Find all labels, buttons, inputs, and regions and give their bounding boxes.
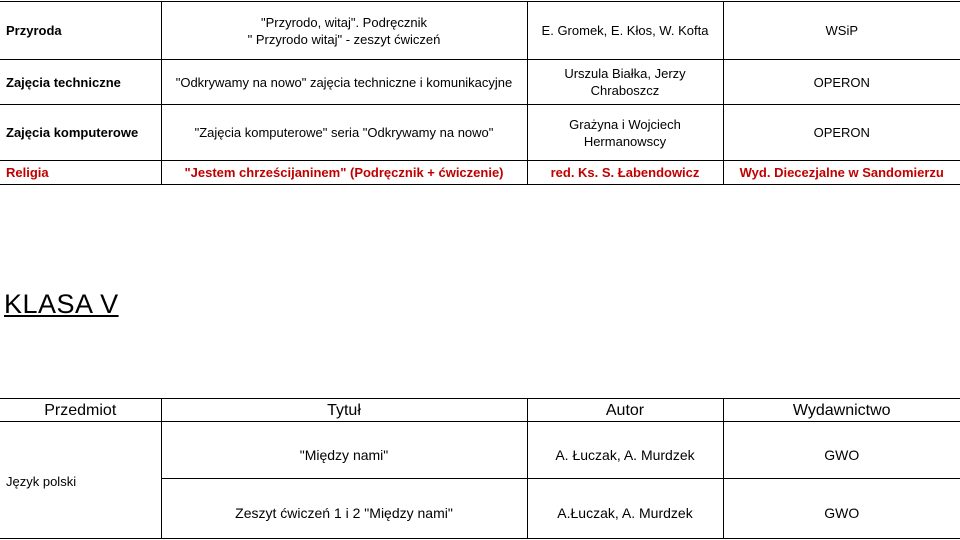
class-heading: KLASA V	[4, 289, 119, 319]
publisher-cell: WSiP	[723, 2, 960, 60]
subject-cell: Język polski	[0, 422, 161, 539]
subjects-table-class-5	[0, 398, 960, 539]
author-line: E. Gromek, E. Kłos, W. Kofta	[541, 23, 709, 38]
publisher-cell: OPERON	[723, 105, 960, 161]
table-row	[0, 60, 960, 105]
publisher-cell: OPERON	[723, 60, 960, 105]
title-cell: "Między nami"	[161, 422, 527, 479]
author-cell	[527, 60, 723, 105]
subjects-table-top	[0, 1, 960, 185]
table-row	[0, 2, 960, 60]
table-row	[0, 422, 960, 479]
title-cell	[161, 105, 527, 161]
header-author: Autor	[527, 399, 723, 422]
title-line: "Odkrywamy na nowo" zajęcia techniczne i komunikacyjne	[175, 74, 513, 90]
publisher-cell: GWO	[723, 422, 960, 479]
subject-cell: Zajęcia komputerowe	[0, 105, 161, 161]
title-cell	[161, 60, 527, 105]
publisher-cell: GWO	[723, 479, 960, 539]
author-cell: A.Łuczak, A. Murdzek	[527, 479, 723, 539]
subject-cell: Religia	[0, 161, 161, 185]
header-subject: Przedmiot	[0, 399, 161, 422]
author-line: Hermanowscy	[583, 133, 667, 149]
title-line: " Przyrodo witaj" - zeszyt ćwiczeń	[247, 31, 441, 47]
table-header-row	[0, 399, 960, 422]
header-title: Tytuł	[161, 399, 527, 422]
title-cell	[161, 2, 527, 60]
subject-cell: Zajęcia techniczne	[0, 60, 161, 105]
header-publisher: Wydawnictwo	[723, 399, 960, 422]
title-line: "Jestem chrześcijaninem" (Podręcznik + ćwiczenie)	[184, 165, 504, 180]
title-line: "Zajęcia komputerowe" seria "Odkrywamy na nowo"	[194, 125, 494, 140]
publisher-cell: Wyd. Diecezjalne w Sandomierzu	[723, 161, 960, 185]
title-cell	[161, 161, 527, 185]
author-cell	[527, 161, 723, 185]
author-cell	[527, 105, 723, 161]
author-line: Urszula Białka, Jerzy Chraboszcz	[564, 66, 686, 98]
table-row	[0, 105, 960, 161]
author-cell: A. Łuczak, A. Murdzek	[527, 422, 723, 479]
author-cell	[527, 2, 723, 60]
title-cell: Zeszyt ćwiczeń 1 i 2 "Między nami"	[161, 479, 527, 539]
table-row-religion	[0, 161, 960, 185]
author-line: Grażyna i Wojciech	[569, 116, 681, 132]
title-line: "Przyrodo, witaj". Podręcznik	[260, 14, 427, 30]
subject-cell: Przyrodа	[0, 2, 161, 60]
author-line: red. Ks. S. Łabendowicz	[550, 165, 700, 180]
